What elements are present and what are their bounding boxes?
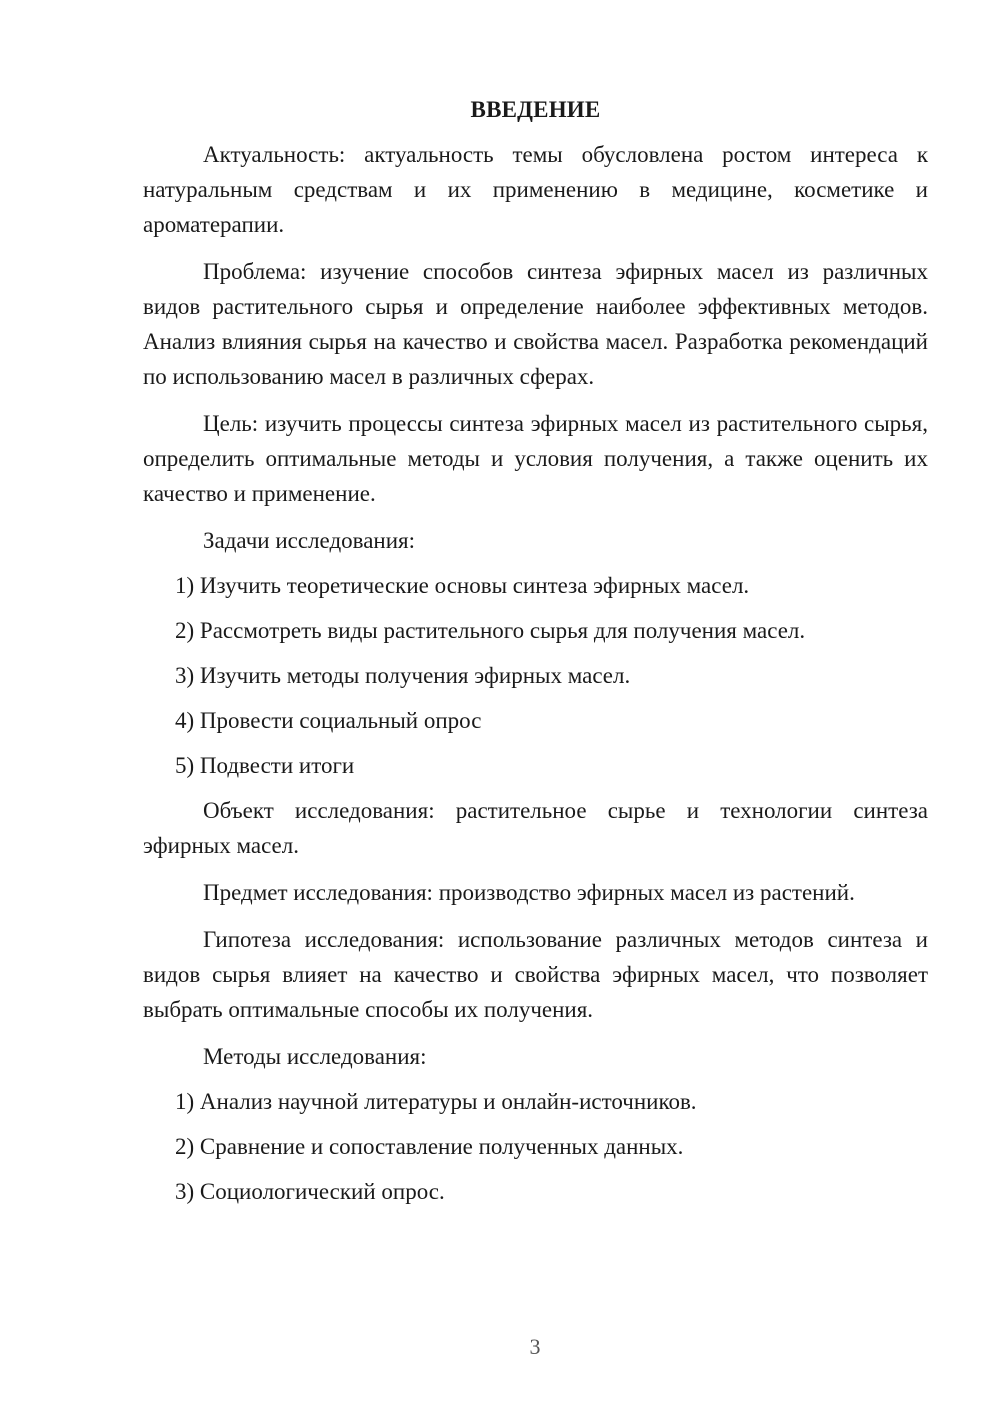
- page-number: 3: [529, 1334, 541, 1359]
- tasks-list: [143, 568, 928, 783]
- task-item: 3) Изучить методы получения эфирных масел.: [175, 663, 631, 688]
- task-item: 2) Рассмотреть виды растительного сырья для получения масел.: [175, 618, 806, 643]
- method-item: 3) Социологический опрос.: [175, 1179, 445, 1204]
- paragraph-relevance: Актуальность: актуальность темы обусловлена ростом интереса к натуральным средствам и их применению в медицине, косметике и ароматерапии.: [143, 142, 928, 237]
- page-content: [143, 92, 928, 1219]
- section-title: ВВЕДЕНИЕ: [470, 97, 601, 122]
- paragraph-subject: Предмет исследования: производство эфирных масел из растений.: [203, 880, 855, 905]
- methods-heading: Методы исследования:: [203, 1044, 427, 1069]
- paragraph-object: Объект исследования: растительное сырье и технологии синтеза эфирных масел.: [143, 798, 928, 858]
- method-item: 2) Сравнение и сопоставление полученных данных.: [175, 1134, 684, 1159]
- paragraph-hypothesis: Гипотеза исследования: использование различных методов синтеза и видов сырья влияет на качество и свойства эфирных масел, что позволяет выбрать оптимальные способы их получения.: [143, 927, 928, 1022]
- method-item: 1) Анализ научной литературы и онлайн-источников.: [175, 1089, 697, 1114]
- methods-list: [143, 1084, 928, 1209]
- paragraph-goal: Цель: изучить процессы синтеза эфирных масел из растительного сырья, определить оптимальные методы и условия получения, а также оценить их качество и применение.: [143, 411, 928, 506]
- task-item: 4) Провести социальный опрос: [175, 708, 482, 733]
- paragraph-problem: Проблема: изучение способов синтеза эфирных масел из различных видов растительного сырья и определение наиболее эффективных методов. Анализ влияния сырья на качество и свойства масел. Разработка рекомендаций по использованию масел в различных сферах.: [143, 259, 928, 389]
- task-item: 1) Изучить теоретические основы синтеза эфирных масел.: [175, 573, 750, 598]
- task-item: 5) Подвести итоги: [175, 753, 355, 778]
- tasks-heading: Задачи исследования:: [203, 528, 416, 553]
